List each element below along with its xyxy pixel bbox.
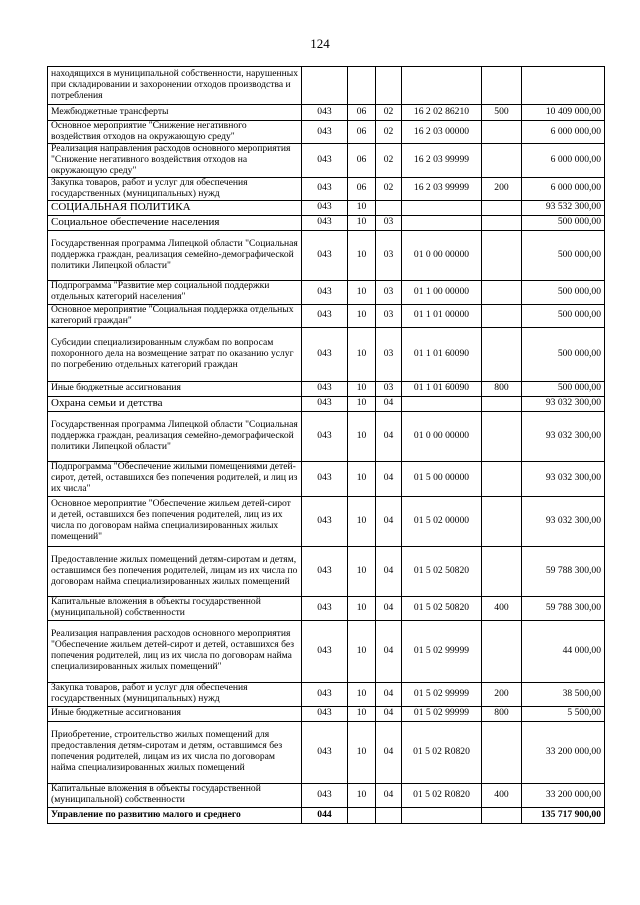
row-name: Предоставление жилых помещений детям-сиротам и детям, оставшимся без попечения родителей, лицам из их числа по договорам найма специализированных жилых помещений [48,546,302,596]
row-amount: 500 000,00 [522,230,605,280]
row-ved-code: 043 [302,304,348,327]
row-section-code [348,67,376,105]
row-subsection-code: 02 [376,121,402,144]
row-amount: 500 000,00 [522,327,605,381]
row-expense-type: 800 [482,381,522,396]
row-amount: 93 032 300,00 [522,396,605,411]
row-subsection-code: 03 [376,280,402,304]
row-subsection-code: 04 [376,496,402,546]
row-target-article: 16 2 03 99999 [402,144,482,178]
row-target-article: 01 5 02 99999 [402,620,482,682]
row-section-code: 06 [348,144,376,178]
row-ved-code: 043 [302,215,348,230]
row-name: Управление по развитию малого и среднего [48,807,302,823]
row-name: находящихся в муниципальной собственности, нарушенных при складировании и захоронении отходов производства и потребления [48,67,302,105]
page-number: 124 [310,36,330,51]
row-ved-code: 043 [302,144,348,178]
row-target-article: 01 1 01 60090 [402,381,482,396]
row-amount: 500 000,00 [522,304,605,327]
row-expense-type: 500 [482,105,522,121]
row-section-code: 06 [348,177,376,200]
budget-table-body [48,67,605,824]
table-row [48,706,605,721]
row-expense-type [482,230,522,280]
row-expense-type [482,280,522,304]
row-section-code: 10 [348,200,376,215]
row-subsection-code: 03 [376,230,402,280]
row-target-article: 01 5 02 00000 [402,496,482,546]
row-expense-type [482,67,522,105]
row-section-code: 10 [348,327,376,381]
table-row [48,396,605,411]
row-name: Субсидии специализированным службам по вопросам похоронного дела на возмещение затрат по оказанию услуг по погребению отдельных категорий граждан [48,327,302,381]
row-subsection-code: 04 [376,682,402,706]
row-target-article: 01 5 02 50820 [402,596,482,620]
table-row [48,215,605,230]
table-row [48,682,605,706]
row-ved-code: 043 [302,177,348,200]
table-row [48,304,605,327]
row-amount: 500 000,00 [522,215,605,230]
row-subsection-code: 02 [376,105,402,121]
row-target-article [402,200,482,215]
row-amount: 38 500,00 [522,682,605,706]
row-expense-type [482,121,522,144]
row-section-code: 10 [348,381,376,396]
row-name: Иные бюджетные ассигнования [48,706,302,721]
budget-table [47,66,605,824]
row-ved-code: 043 [302,230,348,280]
row-name: Основное мероприятие "Снижение негативного воздействия отходов на окружающую среду" [48,121,302,144]
row-expense-type [482,304,522,327]
row-section-code: 10 [348,682,376,706]
row-name: Реализация направления расходов основного мероприятия "Снижение негативного воздействия отходов на окружающую среду" [48,144,302,178]
row-expense-type [482,327,522,381]
row-section-code: 10 [348,496,376,546]
row-expense-type [482,200,522,215]
row-expense-type [482,546,522,596]
row-amount: 33 200 000,00 [522,783,605,807]
row-section-code: 10 [348,620,376,682]
row-ved-code: 043 [302,721,348,783]
row-ved-code [302,67,348,105]
table-row [48,461,605,496]
row-name: Основное мероприятие "Обеспечение жильем детей-сирот и детей, оставшихся без попечения родителей, лиц из их числа по договорам найма специализированных жилых помещений" [48,496,302,546]
row-section-code: 10 [348,215,376,230]
table-row [48,200,605,215]
row-name: Капитальные вложения в объекты государственной (муниципальной) собственности [48,783,302,807]
row-expense-type: 200 [482,682,522,706]
row-section-code: 10 [348,230,376,280]
row-expense-type [482,807,522,823]
row-target-article: 01 5 02 R0820 [402,721,482,783]
table-row [48,381,605,396]
row-ved-code: 043 [302,496,348,546]
row-target-article: 01 5 02 50820 [402,546,482,596]
row-subsection-code: 02 [376,144,402,178]
row-ved-code: 043 [302,381,348,396]
row-amount: 93 032 300,00 [522,461,605,496]
table-row [48,121,605,144]
row-subsection-code: 03 [376,381,402,396]
row-subsection-code: 04 [376,721,402,783]
row-subsection-code: 04 [376,411,402,461]
row-target-article: 16 2 03 00000 [402,121,482,144]
row-subsection-code [376,200,402,215]
row-section-code: 10 [348,304,376,327]
row-ved-code: 043 [302,596,348,620]
row-section-code: 10 [348,546,376,596]
row-subsection-code [376,807,402,823]
row-ved-code: 043 [302,682,348,706]
row-expense-type [482,620,522,682]
row-section-code: 10 [348,461,376,496]
row-amount: 500 000,00 [522,280,605,304]
row-ved-code: 043 [302,783,348,807]
row-subsection-code: 04 [376,620,402,682]
row-target-article: 01 1 01 60090 [402,327,482,381]
row-subsection-code: 02 [376,177,402,200]
table-row [48,411,605,461]
row-target-article: 01 1 00 00000 [402,280,482,304]
row-amount: 6 000 000,00 [522,121,605,144]
row-expense-type [482,461,522,496]
row-subsection-code: 04 [376,706,402,721]
row-subsection-code: 04 [376,783,402,807]
row-target-article: 01 5 02 99999 [402,682,482,706]
row-expense-type [482,721,522,783]
table-row [48,496,605,546]
row-section-code: 10 [348,396,376,411]
row-section-code: 06 [348,121,376,144]
row-subsection-code: 04 [376,546,402,596]
row-subsection-code: 04 [376,461,402,496]
row-amount: 5 500,00 [522,706,605,721]
row-target-article: 01 5 02 R0820 [402,783,482,807]
table-row [48,783,605,807]
table-row [48,596,605,620]
row-target-article: 01 0 00 00000 [402,411,482,461]
row-name: Реализация направления расходов основного мероприятия "Обеспечение жильем детей-сирот и детей, оставшихся без попечения родителей, лиц из их числа по договорам найма специализированных жилых помещений" [48,620,302,682]
table-row [48,67,605,105]
table-row [48,230,605,280]
row-ved-code: 043 [302,620,348,682]
row-name: Капитальные вложения в объекты государственной (муниципальной) собственности [48,596,302,620]
row-amount: 135 717 900,00 [522,807,605,823]
row-amount: 93 032 300,00 [522,496,605,546]
row-expense-type [482,215,522,230]
row-name: Закупка товаров, работ и услуг для обеспечения государственных (муниципальных) нужд [48,682,302,706]
row-ved-code: 043 [302,200,348,215]
row-section-code: 06 [348,105,376,121]
table-row [48,144,605,178]
row-target-article [402,67,482,105]
row-amount: 500 000,00 [522,381,605,396]
row-subsection-code [376,67,402,105]
row-subsection-code: 04 [376,396,402,411]
table-row [48,105,605,121]
row-ved-code: 043 [302,411,348,461]
row-section-code: 10 [348,280,376,304]
row-expense-type [482,396,522,411]
row-name: Закупка товаров, работ и услуг для обеспечения государственных (муниципальных) нужд [48,177,302,200]
row-amount: 59 788 300,00 [522,546,605,596]
table-row [48,546,605,596]
table-row [48,620,605,682]
table-row [48,807,605,823]
row-name: СОЦИАЛЬНАЯ ПОЛИТИКА [48,200,302,215]
row-name: Охрана семьи и детства [48,396,302,411]
row-ved-code: 044 [302,807,348,823]
table-row [48,327,605,381]
row-section-code: 10 [348,411,376,461]
row-expense-type: 400 [482,596,522,620]
row-name: Межбюджетные трансферты [48,105,302,121]
row-target-article: 16 2 02 86210 [402,105,482,121]
row-expense-type [482,496,522,546]
row-subsection-code: 04 [376,596,402,620]
row-ved-code: 043 [302,121,348,144]
row-ved-code: 043 [302,280,348,304]
row-amount: 33 200 000,00 [522,721,605,783]
row-amount: 59 788 300,00 [522,596,605,620]
row-target-article [402,807,482,823]
row-name: Социальное обеспечение населения [48,215,302,230]
row-amount: 93 032 300,00 [522,411,605,461]
row-section-code: 10 [348,721,376,783]
row-expense-type [482,144,522,178]
table-row [48,721,605,783]
row-section-code [348,807,376,823]
row-subsection-code: 03 [376,327,402,381]
row-ved-code: 043 [302,546,348,596]
row-amount: 6 000 000,00 [522,144,605,178]
row-target-article: 01 1 01 00000 [402,304,482,327]
row-expense-type [482,411,522,461]
row-ved-code: 043 [302,461,348,496]
row-amount: 93 532 300,00 [522,200,605,215]
table-row [48,177,605,200]
row-name: Государственная программа Липецкой области "Социальная поддержка граждан, реализация семейно-демографической политики Липецкой области" [48,230,302,280]
row-target-article: 01 5 02 99999 [402,706,482,721]
row-name: Подпрограмма "Обеспечение жилыми помещениями детей-сирот, детей, оставшихся без попечения родителей, и лиц из их числа" [48,461,302,496]
table-row [48,280,605,304]
row-name: Иные бюджетные ассигнования [48,381,302,396]
row-target-article: 01 0 00 00000 [402,230,482,280]
row-amount: 6 000 000,00 [522,177,605,200]
row-section-code: 10 [348,706,376,721]
row-amount: 44 000,00 [522,620,605,682]
row-target-article [402,215,482,230]
row-section-code: 10 [348,596,376,620]
row-expense-type: 800 [482,706,522,721]
row-amount: 10 409 000,00 [522,105,605,121]
row-ved-code: 043 [302,396,348,411]
row-name: Основное мероприятие "Социальная поддержка отдельных категорий граждан" [48,304,302,327]
row-target-article: 16 2 03 99999 [402,177,482,200]
row-name: Приобретение, строительство жилых помещений для предоставления детям-сиротам и детям, оставшимся без попечения родителей, лицам из их числа по договорам найма специализированных жилых помещений [48,721,302,783]
row-expense-type: 400 [482,783,522,807]
row-amount [522,67,605,105]
row-name: Подпрограмма "Развитие мер социальной поддержки отдельных категорий населения" [48,280,302,304]
row-subsection-code: 03 [376,304,402,327]
row-target-article [402,396,482,411]
row-ved-code: 043 [302,706,348,721]
row-section-code: 10 [348,783,376,807]
row-ved-code: 043 [302,105,348,121]
row-ved-code: 043 [302,327,348,381]
row-expense-type: 200 [482,177,522,200]
row-name: Государственная программа Липецкой области "Социальная поддержка граждан, реализация семейно-демографической политики Липецкой области" [48,411,302,461]
row-target-article: 01 5 00 00000 [402,461,482,496]
row-subsection-code: 03 [376,215,402,230]
